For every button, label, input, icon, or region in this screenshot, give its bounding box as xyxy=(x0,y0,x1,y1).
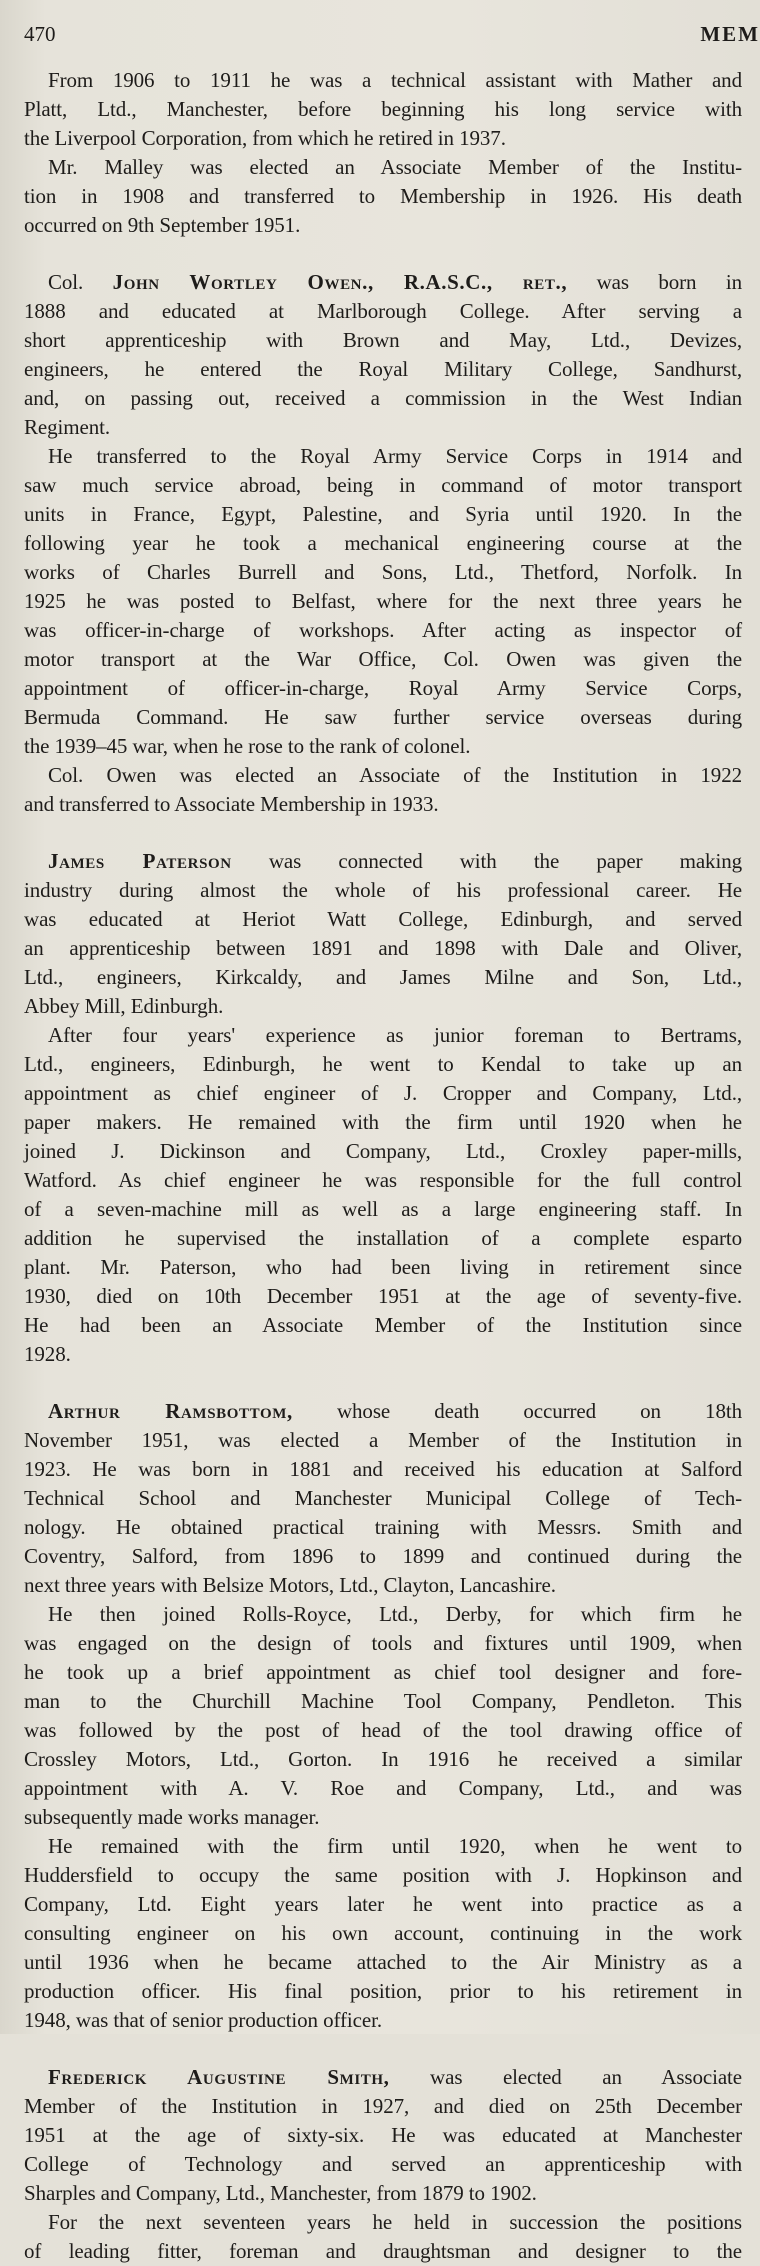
text-line: Mr. Malley was elected an Associate Member of the Institu- xyxy=(48,155,742,179)
text-line: 1930, died on 10th December 1951 at the age of seventy-five. xyxy=(24,1284,742,1308)
text-line: and transferred to Associate Membership in 1933. xyxy=(24,792,439,816)
text-line: Bermuda Command. He saw further service overseas during xyxy=(24,705,742,729)
text-line: was officer-in-charge of workshops. After acting as inspector of xyxy=(24,618,742,642)
text-line: was engaged on the design of tools and fixtures until 1909, when xyxy=(24,1631,742,1655)
text-line: saw much service abroad, being in command of motor transport xyxy=(24,473,742,497)
text-line: Watford. As chief engineer he was responsible for the full control xyxy=(24,1168,742,1192)
text-line: paper makers. He remained with the firm until 1920 when he xyxy=(24,1110,742,1134)
text-line: College of Technology and served an apprenticeship with xyxy=(24,2152,742,2176)
text-line: For the next seventeen years he held in succession the positions xyxy=(48,2210,742,2234)
text-line xyxy=(24,268,742,297)
text-line: motor transport at the War Office, Col. Owen was given the xyxy=(24,647,742,671)
paragraph xyxy=(24,2208,742,2266)
person-name: James Paterson xyxy=(48,849,232,873)
text-line: 1923. He was born in 1881 and received his education at Salford xyxy=(24,1457,742,1481)
text-line: nology. He obtained practical training with Messrs. Smith and xyxy=(24,1515,742,1539)
text-line: Ltd., engineers, Kirkcaldy, and James Milne and Son, Ltd., xyxy=(24,965,742,989)
text-line: 1888 and educated at Marlborough College. After serving a xyxy=(24,299,742,323)
text-line: He then joined Rolls-Royce, Ltd., Derby, for which firm he xyxy=(48,1602,742,1626)
line-text: was born in xyxy=(567,270,742,294)
text-line: He transferred to the Royal Army Service Corps in 1914 and xyxy=(48,444,742,468)
paragraph xyxy=(24,761,742,819)
text-line: From 1906 to 1911 he was a technical assistant with Mather and xyxy=(48,68,742,92)
text-line: Sharples and Company, Ltd., Manchester, from 1879 to 1902. xyxy=(24,2181,537,2205)
text-line: units in France, Egypt, Palestine, and Syria until 1920. In the xyxy=(24,502,742,526)
obituary-entry-opening xyxy=(24,268,742,442)
text-line: plant. Mr. Paterson, who had been living in retirement since xyxy=(24,1255,742,1279)
obituary-entry-opening xyxy=(24,1397,742,1600)
text-line xyxy=(24,1397,742,1426)
text-line: 1948, was that of senior production officer. xyxy=(24,2008,382,2032)
text-line: November 1951, was elected a Member of the Institution in xyxy=(24,1428,742,1452)
text-line: next three years with Belsize Motors, Ltd., Clayton, Lancashire. xyxy=(24,1573,556,1597)
line-text: was elected an Associate xyxy=(389,2065,742,2089)
text-line: works of Charles Burrell and Sons, Ltd., Thetford, Norfolk. In xyxy=(24,560,742,584)
person-name: John Wortley Owen., R.A.S.C., ret., xyxy=(112,270,568,294)
line-text: whose death occurred on 18th xyxy=(292,1399,742,1423)
text-line: 1928. xyxy=(24,1342,71,1366)
text-line: Regiment. xyxy=(24,415,111,439)
text-line: industry during almost the whole of his professional career. He xyxy=(24,878,742,902)
text-line: 1925 he was posted to Belfast, where for the next three years he xyxy=(24,589,742,613)
text-line: joined J. Dickinson and Company, Ltd., Croxley paper-mills, xyxy=(24,1139,742,1163)
text-line: man to the Churchill Machine Tool Company, Pendleton. This xyxy=(24,1689,742,1713)
text-line: until 1936 when he became attached to the Air Ministry as a xyxy=(24,1950,742,1974)
text-line: Member of the Institution in 1927, and died on 25th December xyxy=(24,2094,742,2118)
paragraph xyxy=(24,1600,742,1832)
text-line: was followed by the post of head of the tool drawing office of xyxy=(24,1718,742,1742)
paragraph xyxy=(24,1021,742,1369)
text-line: Huddersfield to occupy the same position with J. Hopkinson and xyxy=(24,1863,742,1887)
paragraph xyxy=(24,153,742,240)
text-line: tion in 1908 and transferred to Membership in 1926. His death xyxy=(24,184,742,208)
text-line: Technical School and Manchester Municipal College of Tech- xyxy=(24,1486,742,1510)
text-line: of leading fitter, foreman and draughtsman and designer to the xyxy=(24,2239,742,2263)
text-line: subsequently made works manager. xyxy=(24,1805,320,1829)
text-line: the 1939–45 war, when he rose to the rank of colonel. xyxy=(24,734,471,758)
text-line: Company, Ltd. Eight years later he went into practice as a xyxy=(24,1892,742,1916)
text-line: Ltd., engineers, Edinburgh, he went to Kendal to take up an xyxy=(24,1052,742,1076)
obituary-entry-opening xyxy=(24,847,742,1021)
text-line: appointment with A. V. Roe and Company, Ltd., and was xyxy=(24,1776,742,1800)
text-line: After four years' experience as junior foreman to Bertrams, xyxy=(48,1023,742,1047)
text-line: addition he supervised the installation of a complete esparto xyxy=(24,1226,742,1250)
text-line: production officer. His final position, prior to his retirement in xyxy=(24,1979,742,2003)
person-name: Frederick Augustine Smith, xyxy=(48,2065,390,2089)
obituary-entry-opening xyxy=(24,2063,742,2208)
text-line: appointment of officer-in-charge, Royal Army Service Corps, xyxy=(24,676,742,700)
page-number: 470 xyxy=(24,22,56,46)
text-line: short apprenticeship with Brown and May, Ltd., Devizes, xyxy=(24,328,742,352)
text-line: Crossley Motors, Ltd., Gorton. In 1916 he received a similar xyxy=(24,1747,742,1771)
text-line: Abbey Mill, Edinburgh. xyxy=(24,994,224,1018)
name-prefix: Col. xyxy=(48,270,113,294)
paragraph xyxy=(24,66,742,153)
text-line: consulting engineer on his own account, continuing in the work xyxy=(24,1921,742,1945)
text-line: an apprenticeship between 1891 and 1898 with Dale and Oliver, xyxy=(24,936,742,960)
line-text: was connected with the paper making xyxy=(231,849,742,873)
text-line xyxy=(24,847,742,876)
paragraph xyxy=(24,442,742,761)
text-line: engineers, he entered the Royal Military College, Sandhurst, xyxy=(24,357,742,381)
text-line: following year he took a mechanical engineering course at the xyxy=(24,531,742,555)
text-line xyxy=(24,2063,742,2092)
text-line: he took up a brief appointment as chief tool designer and fore- xyxy=(24,1660,742,1684)
text-line: the Liverpool Corporation, from which he retired in 1937. xyxy=(24,126,506,150)
text-line: appointment as chief engineer of J. Cropper and Company, Ltd., xyxy=(24,1081,742,1105)
text-line: of a seven-machine mill as well as a large engineering staff. In xyxy=(24,1197,742,1221)
text-line: Coventry, Salford, from 1896 to 1899 and continued during the xyxy=(24,1544,742,1568)
text-line: occurred on 9th September 1951. xyxy=(24,213,301,237)
page-body xyxy=(24,66,742,2266)
text-line: Platt, Ltd., Manchester, before beginning his long service with xyxy=(24,97,742,121)
text-line: and, on passing out, received a commission in the West Indian xyxy=(24,386,742,410)
paragraph xyxy=(24,1832,742,2035)
text-line: 1951 at the age of sixty-six. He was educated at Manchester xyxy=(24,2123,742,2147)
person-name: Arthur Ramsbottom, xyxy=(48,1399,293,1423)
page-header xyxy=(24,22,760,52)
text-line: was educated at Heriot Watt College, Edinburgh, and served xyxy=(24,907,742,931)
text-line: Col. Owen was elected an Associate of the Institution in 1922 xyxy=(48,763,742,787)
running-title: MEM xyxy=(700,22,760,46)
text-line: He remained with the firm until 1920, when he went to xyxy=(48,1834,742,1858)
text-line: He had been an Associate Member of the Institution since xyxy=(24,1313,742,1337)
